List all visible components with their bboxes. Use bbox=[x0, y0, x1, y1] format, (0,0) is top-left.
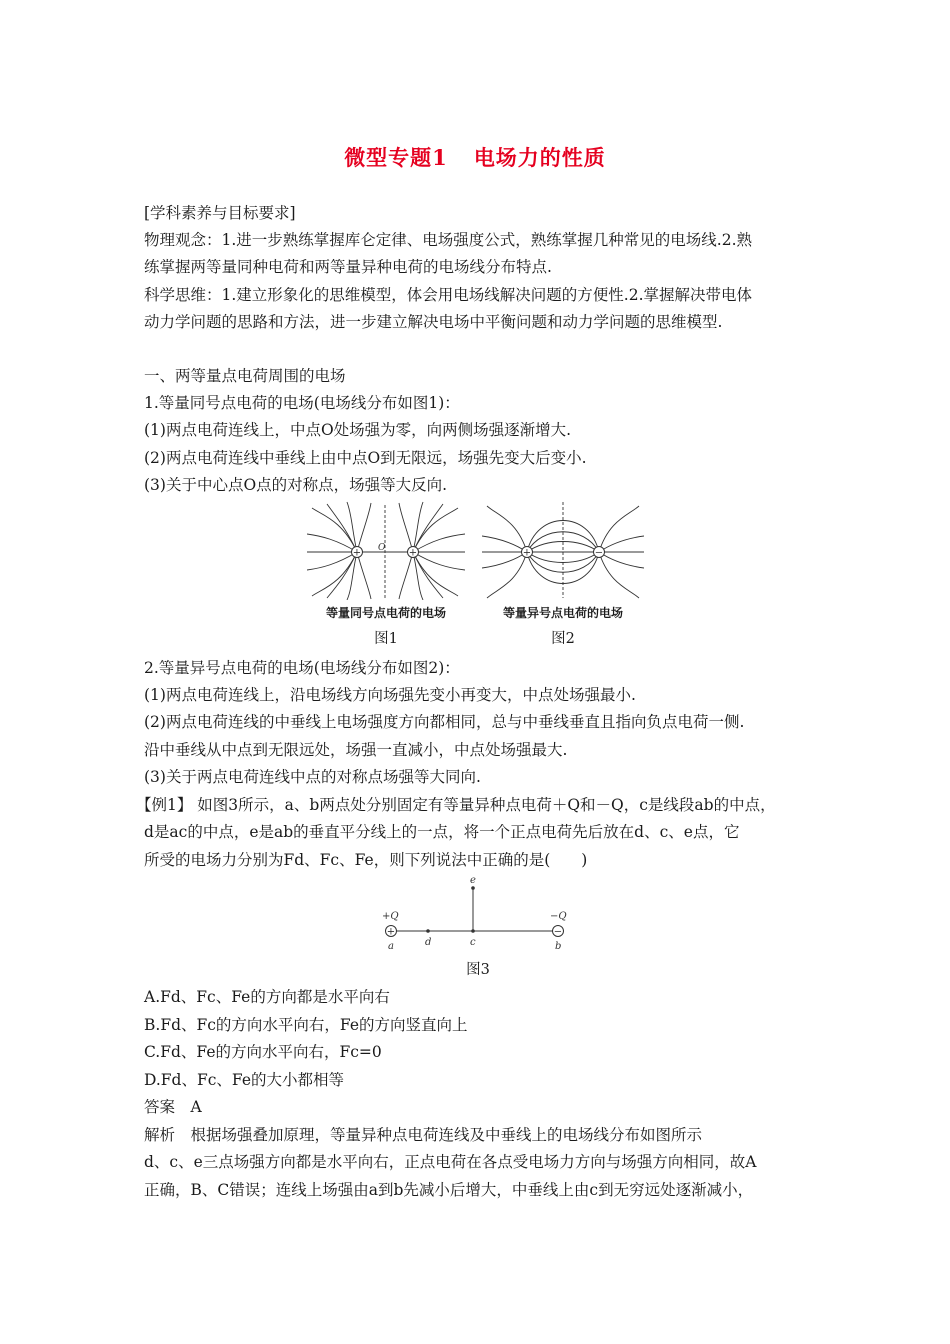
fig3-label-e: e bbox=[470, 875, 476, 886]
option-a: A.Fd、Fc、Fe的方向都是水平向右 bbox=[144, 988, 390, 1006]
item1-point-2: (2)两点电荷连线中垂线上由中点O到无限远，场强先变大后变小. bbox=[144, 449, 587, 467]
fig3-plus-label: +Q bbox=[382, 911, 399, 922]
figure-2-unlike-charges bbox=[482, 500, 644, 600]
item1-point-3: (3)关于中心点O点的对称点，场强等大反向. bbox=[144, 476, 448, 494]
item1-title: 1.等量同号点电荷的电场(电场线分布如图1)： bbox=[144, 394, 460, 412]
goals-line-4: 动力学问题的思路和方法，进一步建立解决电场中平衡问题和动力学问题的思维模型. bbox=[144, 313, 723, 331]
item1-point-1: (1)两点电荷连线上，中点O处场强为零，向两侧场强逐渐增大. bbox=[144, 421, 572, 439]
figure-3 bbox=[378, 873, 578, 955]
svg-text:−: − bbox=[553, 926, 563, 938]
fig3-caption: 图3 bbox=[466, 962, 490, 978]
fig2-caption: 图2 bbox=[551, 631, 575, 647]
fig3-label-a: a bbox=[388, 941, 394, 952]
option-b: B.Fd、Fc的方向水平向右，Fe的方向竖直向上 bbox=[144, 1016, 468, 1034]
example1-line-1: 【例1】 如图3所示，a、b两点处分别固定有等量异种点电荷＋Q和－Q，c是线段ab的中点， bbox=[136, 796, 776, 814]
item2-title: 2.等量异号点电荷的电场(电场线分布如图2)： bbox=[144, 659, 460, 677]
fig3-label-d: d bbox=[425, 937, 432, 948]
analysis-line-2: d、c、e三点场强方向都是水平向右，正点电荷在各点受电场力方向与场强方向相同，故A bbox=[144, 1153, 757, 1171]
section1-heading: 一、两等量点电荷周围的电场 bbox=[144, 367, 346, 385]
svg-text:+: + bbox=[386, 926, 396, 938]
fig3-label-b: b bbox=[555, 941, 562, 952]
analysis-line-1: 解析 根据场强叠加原理，等量异种点电荷连线及中垂线上的电场线分布如图所示 bbox=[144, 1126, 703, 1144]
goals-line-2: 练掌握两等量同种电荷和两等量异种电荷的电场线分布特点. bbox=[144, 258, 552, 276]
item2-point-3: 沿中垂线从中点到无限远处，场强一直减小，中点处场强最大. bbox=[144, 741, 568, 759]
answer: 答案 A bbox=[144, 1098, 202, 1116]
example1-line-3: 所受的电场力分别为Fd、Fc、Fe，则下列说法中正确的是( ) bbox=[144, 851, 588, 869]
page-title bbox=[0, 142, 950, 172]
item2-point-4: (3)关于两点电荷连线中点的对称点场强等大同向. bbox=[144, 768, 481, 786]
svg-text:+: + bbox=[352, 547, 362, 559]
example1-line-2: d是ac的中点，e是ab的垂直平分线上的一点，将一个正点电荷先后放在d、c、e点，它 bbox=[144, 823, 740, 841]
svg-text:+: + bbox=[408, 547, 418, 559]
option-d: D.Fd、Fc、Fe的大小都相等 bbox=[144, 1071, 344, 1089]
svg-text:+: + bbox=[522, 547, 532, 559]
figure-1-like-charges bbox=[307, 500, 465, 600]
fig1-label: 等量同号点电荷的电场 bbox=[325, 606, 446, 620]
option-c: C.Fd、Fe的方向水平向右，Fc=0 bbox=[144, 1043, 382, 1061]
goals-line-1: 物理观念：1.进一步熟练掌握库仑定律、电场强度公式，熟练掌握几种常见的电场线.2.熟 bbox=[144, 231, 753, 249]
svg-text:−: − bbox=[594, 547, 604, 559]
analysis-line-3: 正确，B、C错误；连线上场强由a到b先减小后增大，中垂线上由c到无穷远处逐渐减小， bbox=[144, 1181, 754, 1199]
item2-point-2: (2)两点电荷连线的中垂线上电场强度方向都相同，总与中垂线垂直且指向负点电荷一侧. bbox=[144, 713, 745, 731]
fig2-label: 等量异号点电荷的电场 bbox=[502, 606, 623, 620]
item2-point-1: (1)两点电荷连线上，沿电场线方向场强先变小再变大，中点处场强最小. bbox=[144, 686, 636, 704]
fig3-label-c: c bbox=[470, 937, 476, 948]
goals-header: [学科素养与目标要求] bbox=[144, 204, 296, 222]
fig1-center-label: O bbox=[378, 543, 386, 553]
fig3-minus-label: −Q bbox=[550, 911, 567, 922]
fig1-caption: 图1 bbox=[374, 631, 398, 647]
title-part1: 微型专题1 bbox=[344, 145, 448, 170]
goals-line-3: 科学思维：1.建立形象化的思维模型，体会用电场线解决问题的方便性.2.掌握解决带电体 bbox=[144, 286, 753, 304]
title-part2: 电场力的性质 bbox=[473, 145, 606, 170]
